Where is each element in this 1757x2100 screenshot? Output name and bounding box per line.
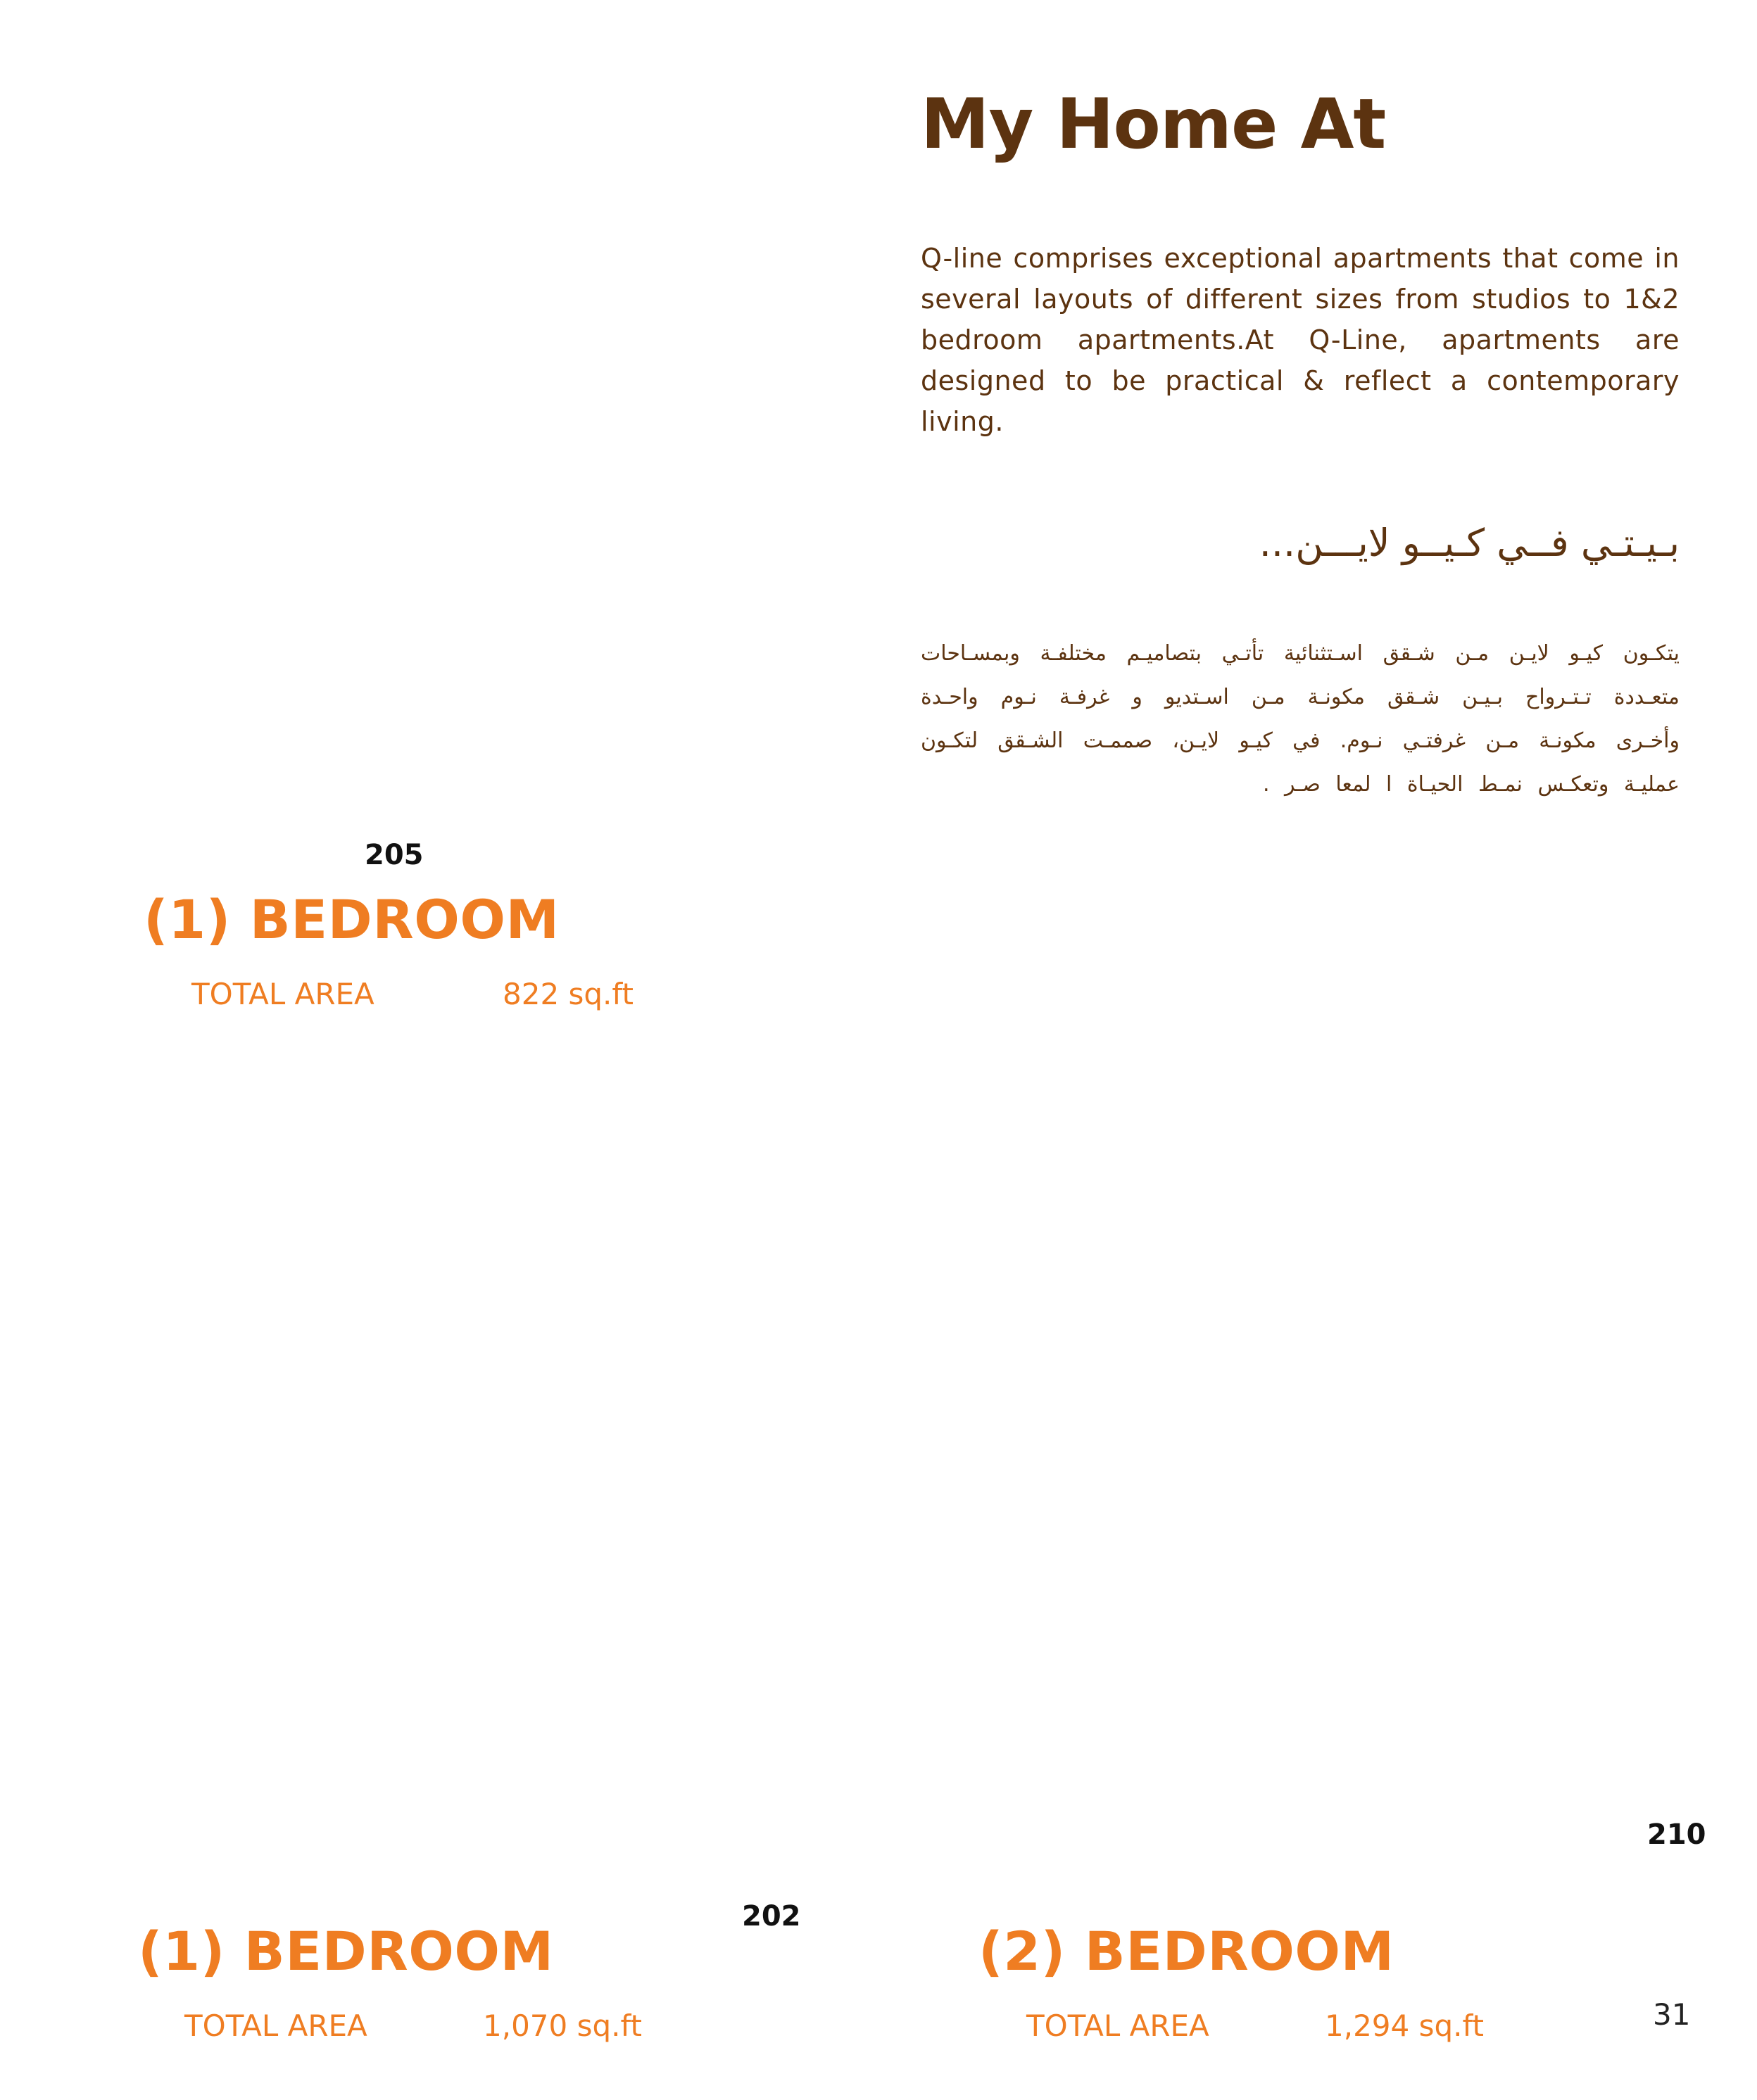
unit-title: (2) BEDROOM xyxy=(978,1920,1394,1982)
arabic-paragraph: يتكـون كيـو لايـن مـن شـقق اسـتثنائية تأتـي بتصاميـم مختلفـة وبمسـاحات متعـددة تـتـرواح بـيـن شـقق مكونـة مـن اسـتديو و غرفـة نـوم واحـدة وأخـرى مكونـة مـن غرفتـي نـوم. في كيـو لايـن، صممـت الشـقق لتكـون عمليـة وتعكـس نمـط الحيـاة ا لمعا صـر . xyxy=(921,641,1680,797)
unit-number: 210 xyxy=(1647,1818,1706,1851)
unit-title: (1) BEDROOM xyxy=(144,888,560,951)
total-area-value: 822 sq.ft xyxy=(503,977,634,1011)
total-area-label: TOTAL AREA xyxy=(1026,2009,1209,2043)
total-area-value: 1,070 sq.ft xyxy=(483,2009,642,2043)
page-number: 31 xyxy=(1653,1997,1691,2032)
arabic-title: بـيـتـي فــي كـيــو لايـــن... xyxy=(1259,521,1680,565)
page-title: My Home At xyxy=(921,84,1386,165)
total-area-label: TOTAL AREA xyxy=(191,977,374,1011)
intro-paragraph: Q-line comprises exceptional apartments that come in several layouts of different sizes from studios to 1&2 bedroom apartments.At Q-Line, apartments are designed to be practical & reflect a contemporary living. xyxy=(921,243,1680,437)
total-area-label: TOTAL AREA xyxy=(184,2009,367,2043)
unit-number: 202 xyxy=(742,1900,801,1933)
unit-title: (1) BEDROOM xyxy=(138,1920,554,1982)
unit-number: 205 xyxy=(365,839,424,871)
total-area-value: 1,294 sq.ft xyxy=(1325,2009,1484,2043)
